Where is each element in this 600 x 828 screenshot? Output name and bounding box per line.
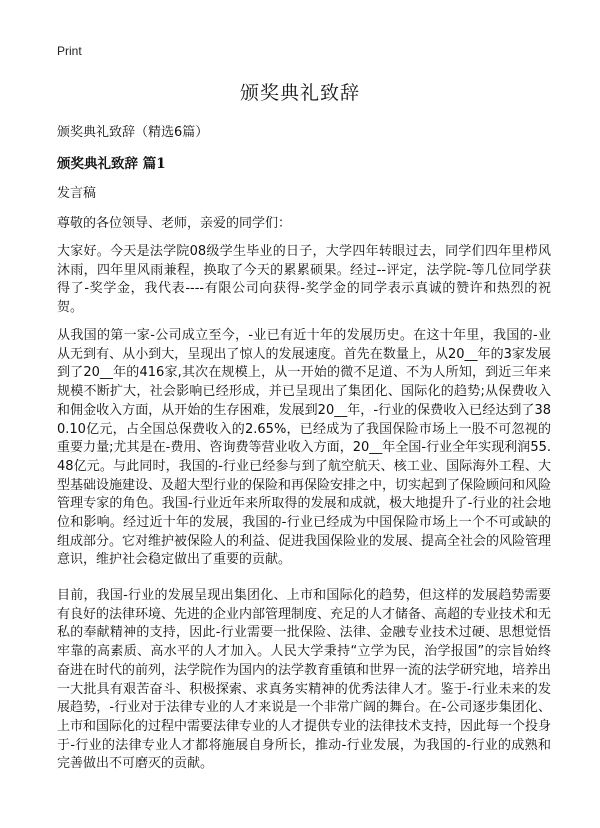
greeting: 尊敬的各位领导、老师，亲爱的同学们： bbox=[57, 216, 292, 231]
paragraph: 从我国的第一家-公司成立至今，-业已有近十年的发展历史。在这十年里，我国的-业从无到有、从小到大，呈现出了惊人的发展速度。首先在数量上，从20__年的3家发展到了20__年的416家,其次在规模上，从一开始的微不足道、不为人所知，到近三年来规模不断扩大，社会影响已经形成，并已呈现出了集团化、国际化的趋势;从保费收入和佣金收入方面，从开始的生存困难，发展到20__年，-行业的保费收入已经达到了380.10亿元，占全国总保费收入的2.65%，已经成为了我国保险市场上一股不可忽视的重要力量;尤其是在-费用、咨询费等营业收入方面，20__年全国-行业全年实现利润55.48亿元。与此同时，我国的-行业已经参与到了航空航天、核工业、国际海外工程、大型基础设施建设、及超大型行业的保险和再保险安排之中，切实起到了保险顾问和风险管理专家的角色。我国-行业近年来所取得的发展和成就，极大地提升了-行业的社会地位和影响。经过近十年的发展，我国的-行业已经成为中国保险市场上一个不可或缺的组成部分。它对维护被保险人的利益、促进我国保险业的发展、提高全社会的风险管理意识，维护社会稳定做出了重要的贡献。 bbox=[57, 328, 552, 568]
speech-label: 发言稿 bbox=[57, 186, 97, 201]
paragraph: 大家好。今天是法学院08级学生毕业的日子，大学四年转眼过去，同学们四年里栉风沐雨，四年里风雨兼程，换取了今天的累累硕果。经过--评定，法学院-等几位同学获得了-奖学金，我代表----有限公司向获得-奖学金的同学表示真诚的赞许和热烈的祝贺。 bbox=[57, 244, 551, 316]
print-link[interactable]: Print bbox=[57, 44, 82, 58]
document-subtitle: 颁奖典礼致辞（精选6篇） bbox=[57, 125, 209, 140]
paragraph: 目前，我国-行业的发展呈现出集团化、上市和国际化的趋势，但这样的发展趋势需要有良好的法律环境、先进的企业内部管理制度、充足的人才储备、高超的专业技术和无私的奉献精神的支持，因此-行业需要一批保险、法律、金融专业技术过硬、思想觉悟牢靠的高素质、高水平的人才加入。人民大学秉持“立学为民，治学报国”的宗旨始终奋进在时代的前列，法学院作为国内的法学教育重镇和世界一流的法学研究地，培养出一大批具有艰苦奋斗、积极探索、求真务实精神的优秀法律人才。鉴于-行业未来的发展趋势，-行业对于法律专业的人才来说是一个非常广阔的舞台。在-公司逐步集团化、上市和国际化的过程中需要法律专业的人才提供专业的法律技术支持，因此每一个投身于-行业的法律专业人才都将施展自身所长，推动-行业发展，为我国的-行业的成熟和完善做出不可磨灭的贡献。 bbox=[57, 588, 552, 772]
article-heading: 颁奖典礼致辞 篇1 bbox=[57, 156, 166, 172]
page-title: 颁奖典礼致辞 bbox=[239, 82, 360, 104]
